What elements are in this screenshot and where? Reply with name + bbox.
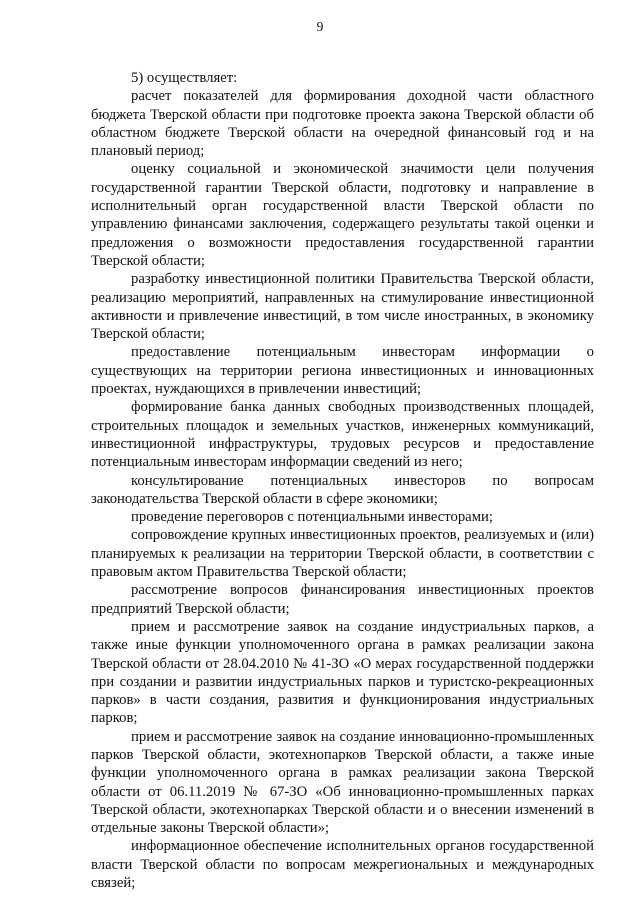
page-number: 9	[316, 19, 324, 34]
paragraph-guarantee-assessment: оценку социальной и экономической значимости цели получения государственной гарантии Тверской области, подготовку и направление в исполнительный орган государственной власти Тверской области по управлению финансами заключения, содержащего результаты такой оценки и предложения о возможности предоставления государственной гарантии Тверской области;	[91, 161, 594, 269]
paragraph-innovation-parks: прием и рассмотрение заявок на создание инновационно-промышленных парков Тверской области, экотехнопарков Тверской области, а также иные функции уполномоченного органа в рамках реализации закона Тверской области от 06.11.2019 № 67-ЗО «Об инновационно-промышленных парках Тверской области, экотехнопарках Тверской области и о внесении изменений в отдельные законы Тверской области»;	[91, 728, 594, 837]
paragraph-item-intro: 5) осуществляет:	[131, 70, 238, 86]
paragraph-negotiations: проведение переговоров с потенциальными инвесторами;	[131, 509, 493, 526]
paragraph-investment-policy: разработку инвестиционной политики Правительства Тверской области, реализацию мероприятий, направленных на стимулирование инвестиционной активности и привлечение инвестиций, в том числе иностранных, в экономику Тверской области;	[91, 271, 594, 343]
paragraph-investor-information: предоставление потенциальным инвесторам информации о существующих на территории региона инвестиционных и инновационных проектах, нуждающихся в привлечении инвестиций;	[91, 344, 594, 398]
paragraph-consulting: консультирование потенциальных инвесторов по вопросам законодательства Тверской области в сфере экономики;	[91, 472, 594, 507]
paragraph-financing-review: рассмотрение вопросов финансирования инвестиционных проектов предприятий Тверской области;	[91, 582, 594, 617]
paragraph-information-support: информационное обеспечение исполнительных органов государственной власти Тверской области по вопросам межрегиональных и международных связей;	[91, 838, 594, 892]
paragraph-industrial-parks: прием и рассмотрение заявок на создание индустриальных парков, а также иные функции уполномоченного органа в рамках реализации закона Тверской области от 28.04.2010 № 41-ЗО «О мерах государственной поддержки при создании и развитии индустриальных парков и туристско-рекреационных парков» в части создания, развития и функционирования индустриальных парков;	[91, 618, 594, 727]
document-body	[91, 69, 594, 892]
paragraph-database-formation: формирование банка данных свободных производственных площадей, строительных площадок и земельных участков, инженерных коммуникаций, инвестиционной инфраструктуры, трудовых ресурсов и предоставление потенциальным инвесторам информации сведений из него;	[91, 399, 594, 471]
paragraph-budget-calculation: расчет показателей для формирования доходной части областного бюджета Тверской области при подготовке проекта закона Тверской области об областном бюджете Тверской области на очередной финансовый год и на плановый период;	[91, 88, 594, 160]
paragraph-project-support: сопровождение крупных инвестиционных проектов, реализуемых и (или) планируемых к реализации на территории Тверской области, в соответствии с правовым актом Правительства Тверской области;	[91, 527, 594, 581]
